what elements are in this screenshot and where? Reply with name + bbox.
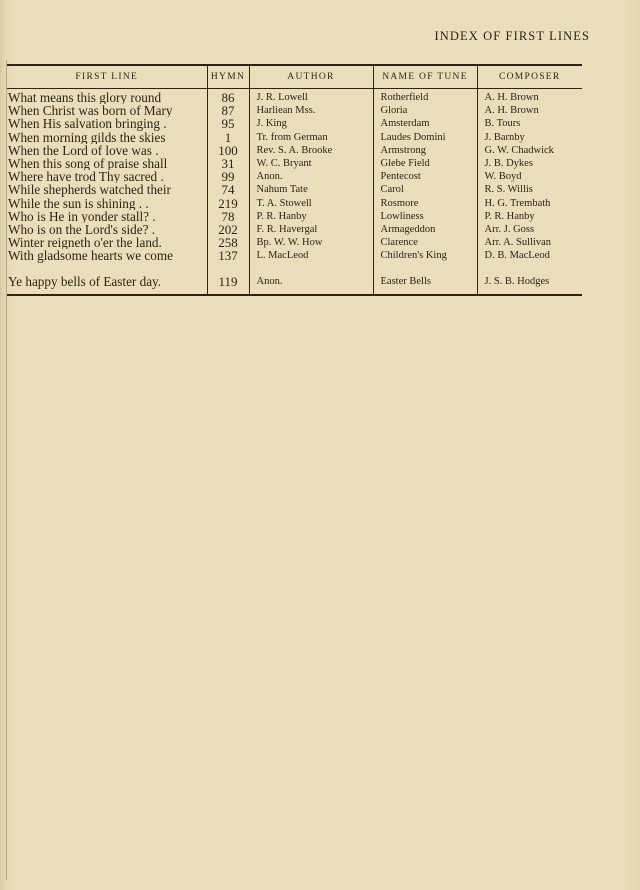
table-row xyxy=(7,157,582,170)
table-row xyxy=(7,197,582,210)
author-cell: Anon. xyxy=(249,170,373,183)
table-header xyxy=(7,65,582,89)
first-line-cell: Where have trod Thy sacred . xyxy=(8,170,164,184)
author-cell: L. MacLeod xyxy=(249,249,373,262)
table-body xyxy=(7,89,582,295)
table-row xyxy=(7,210,582,223)
header-hymn: HYMN xyxy=(207,65,249,89)
table-row xyxy=(7,223,582,236)
table-row xyxy=(7,131,582,144)
hymn-number-cell: 219 xyxy=(207,197,249,210)
tune-name-cell: Rosmore xyxy=(373,197,477,210)
first-line-cell: When the Lord of love was . xyxy=(8,143,159,158)
table-row xyxy=(7,275,582,295)
table-row xyxy=(7,89,582,105)
hymn-number-cell: 86 xyxy=(207,89,249,105)
composer-cell: W. Boyd xyxy=(477,170,582,183)
running-head: INDEX OF FIRST LINES xyxy=(434,29,590,43)
header-composer: COMPOSER xyxy=(477,65,582,89)
author-cell: J. R. Lowell xyxy=(249,89,373,105)
composer-cell: A. H. Brown xyxy=(477,104,582,117)
tune-name-cell: Children's King xyxy=(373,249,477,262)
hymn-number-cell: 119 xyxy=(207,275,249,295)
author-cell: Nahum Tate xyxy=(249,183,373,196)
tune-name-cell: Rotherfield xyxy=(373,89,477,105)
table-row xyxy=(7,183,582,196)
tune-name-cell: Pentecost xyxy=(373,170,477,183)
index-table xyxy=(7,64,582,296)
row-spacer xyxy=(7,263,582,275)
header-first-line: FIRST LINE xyxy=(75,72,139,82)
author-cell: P. R. Hanby xyxy=(249,210,373,223)
composer-cell: J. Barnby xyxy=(477,131,582,144)
tune-name-cell: Armstrong xyxy=(373,144,477,157)
hymn-number-cell: 95 xyxy=(207,117,249,130)
composer-cell: Arr. A. Sullivan xyxy=(477,236,582,249)
hymn-number-cell: 31 xyxy=(207,157,249,170)
first-line-cell: Who is on the Lord's side? . xyxy=(8,223,156,237)
author-cell: Anon. xyxy=(249,275,373,295)
composer-cell: R. S. Willis xyxy=(477,183,582,196)
composer-cell: A. H. Brown xyxy=(477,89,582,105)
composer-cell: B. Tours xyxy=(477,117,582,130)
first-line-cell: When Christ was born of Mary xyxy=(8,104,173,118)
first-line-cell: What means this glory round xyxy=(8,90,162,105)
first-line-cell: Who is He in yonder stall? . xyxy=(8,209,156,224)
hymn-number-cell: 1 xyxy=(207,131,249,144)
hymn-number-cell: 78 xyxy=(207,210,249,223)
tune-name-cell: Gloria xyxy=(373,104,477,117)
author-cell: Harliean Mss. xyxy=(249,104,373,117)
composer-cell: P. R. Hanby xyxy=(477,210,582,223)
table-row xyxy=(7,117,582,130)
composer-cell: J. B. Dykes xyxy=(477,157,582,170)
hymn-number-cell: 99 xyxy=(207,170,249,183)
first-line-cell: With gladsome hearts we come xyxy=(8,249,173,263)
first-line-cell: While shepherds watched their xyxy=(8,183,171,197)
tune-name-cell: Laudes Domini xyxy=(373,131,477,144)
table-row xyxy=(7,170,582,183)
tune-name-cell: Lowliness xyxy=(373,210,477,223)
tune-name-cell: Clarence xyxy=(373,236,477,249)
author-cell: F. R. Havergal xyxy=(249,223,373,236)
first-line-cell: When His salvation bringing . xyxy=(8,117,167,131)
header-tune: NAME OF TUNE xyxy=(373,65,477,89)
tune-name-cell: Amsterdam xyxy=(373,117,477,130)
table-row xyxy=(7,249,582,262)
hymn-number-cell: 137 xyxy=(207,249,249,262)
author-cell: W. C. Bryant xyxy=(249,157,373,170)
first-line-cell: While the sun is shining . . xyxy=(8,196,149,210)
composer-cell: H. G. Trembath xyxy=(477,197,582,210)
composer-cell: Arr. J. Goss xyxy=(477,223,582,236)
composer-cell: G. W. Chadwick xyxy=(477,144,582,157)
hymn-number-cell: 202 xyxy=(207,223,249,236)
header-author: AUTHOR xyxy=(249,65,373,89)
hymn-number-cell: 100 xyxy=(207,144,249,157)
tune-name-cell: Glebe Field xyxy=(373,157,477,170)
first-line-cell: When morning gilds the skies xyxy=(8,130,166,144)
tune-name-cell: Easter Bells xyxy=(373,275,477,295)
composer-cell: D. B. MacLeod xyxy=(477,249,582,262)
first-line-cell: Ye happy bells of Easter day. xyxy=(7,275,207,295)
tune-name-cell: Carol xyxy=(373,183,477,196)
table-row xyxy=(7,104,582,117)
author-cell: Tr. from German xyxy=(249,131,373,144)
author-cell: Bp. W. W. How xyxy=(249,236,373,249)
hymn-number-cell: 87 xyxy=(207,104,249,117)
author-cell: Rev. S. A. Brooke xyxy=(249,144,373,157)
author-cell: J. King xyxy=(249,117,373,130)
table-row xyxy=(7,144,582,157)
first-line-cell: Winter reigneth o'er the land. xyxy=(8,236,162,250)
first-line-cell: When this song of praise shall xyxy=(8,157,168,171)
author-cell: T. A. Stowell xyxy=(249,197,373,210)
composer-cell: J. S. B. Hodges xyxy=(477,275,582,295)
hymn-number-cell: 74 xyxy=(207,183,249,196)
table-row xyxy=(7,236,582,249)
tune-name-cell: Armageddon xyxy=(373,223,477,236)
hymn-number-cell: 258 xyxy=(207,236,249,249)
